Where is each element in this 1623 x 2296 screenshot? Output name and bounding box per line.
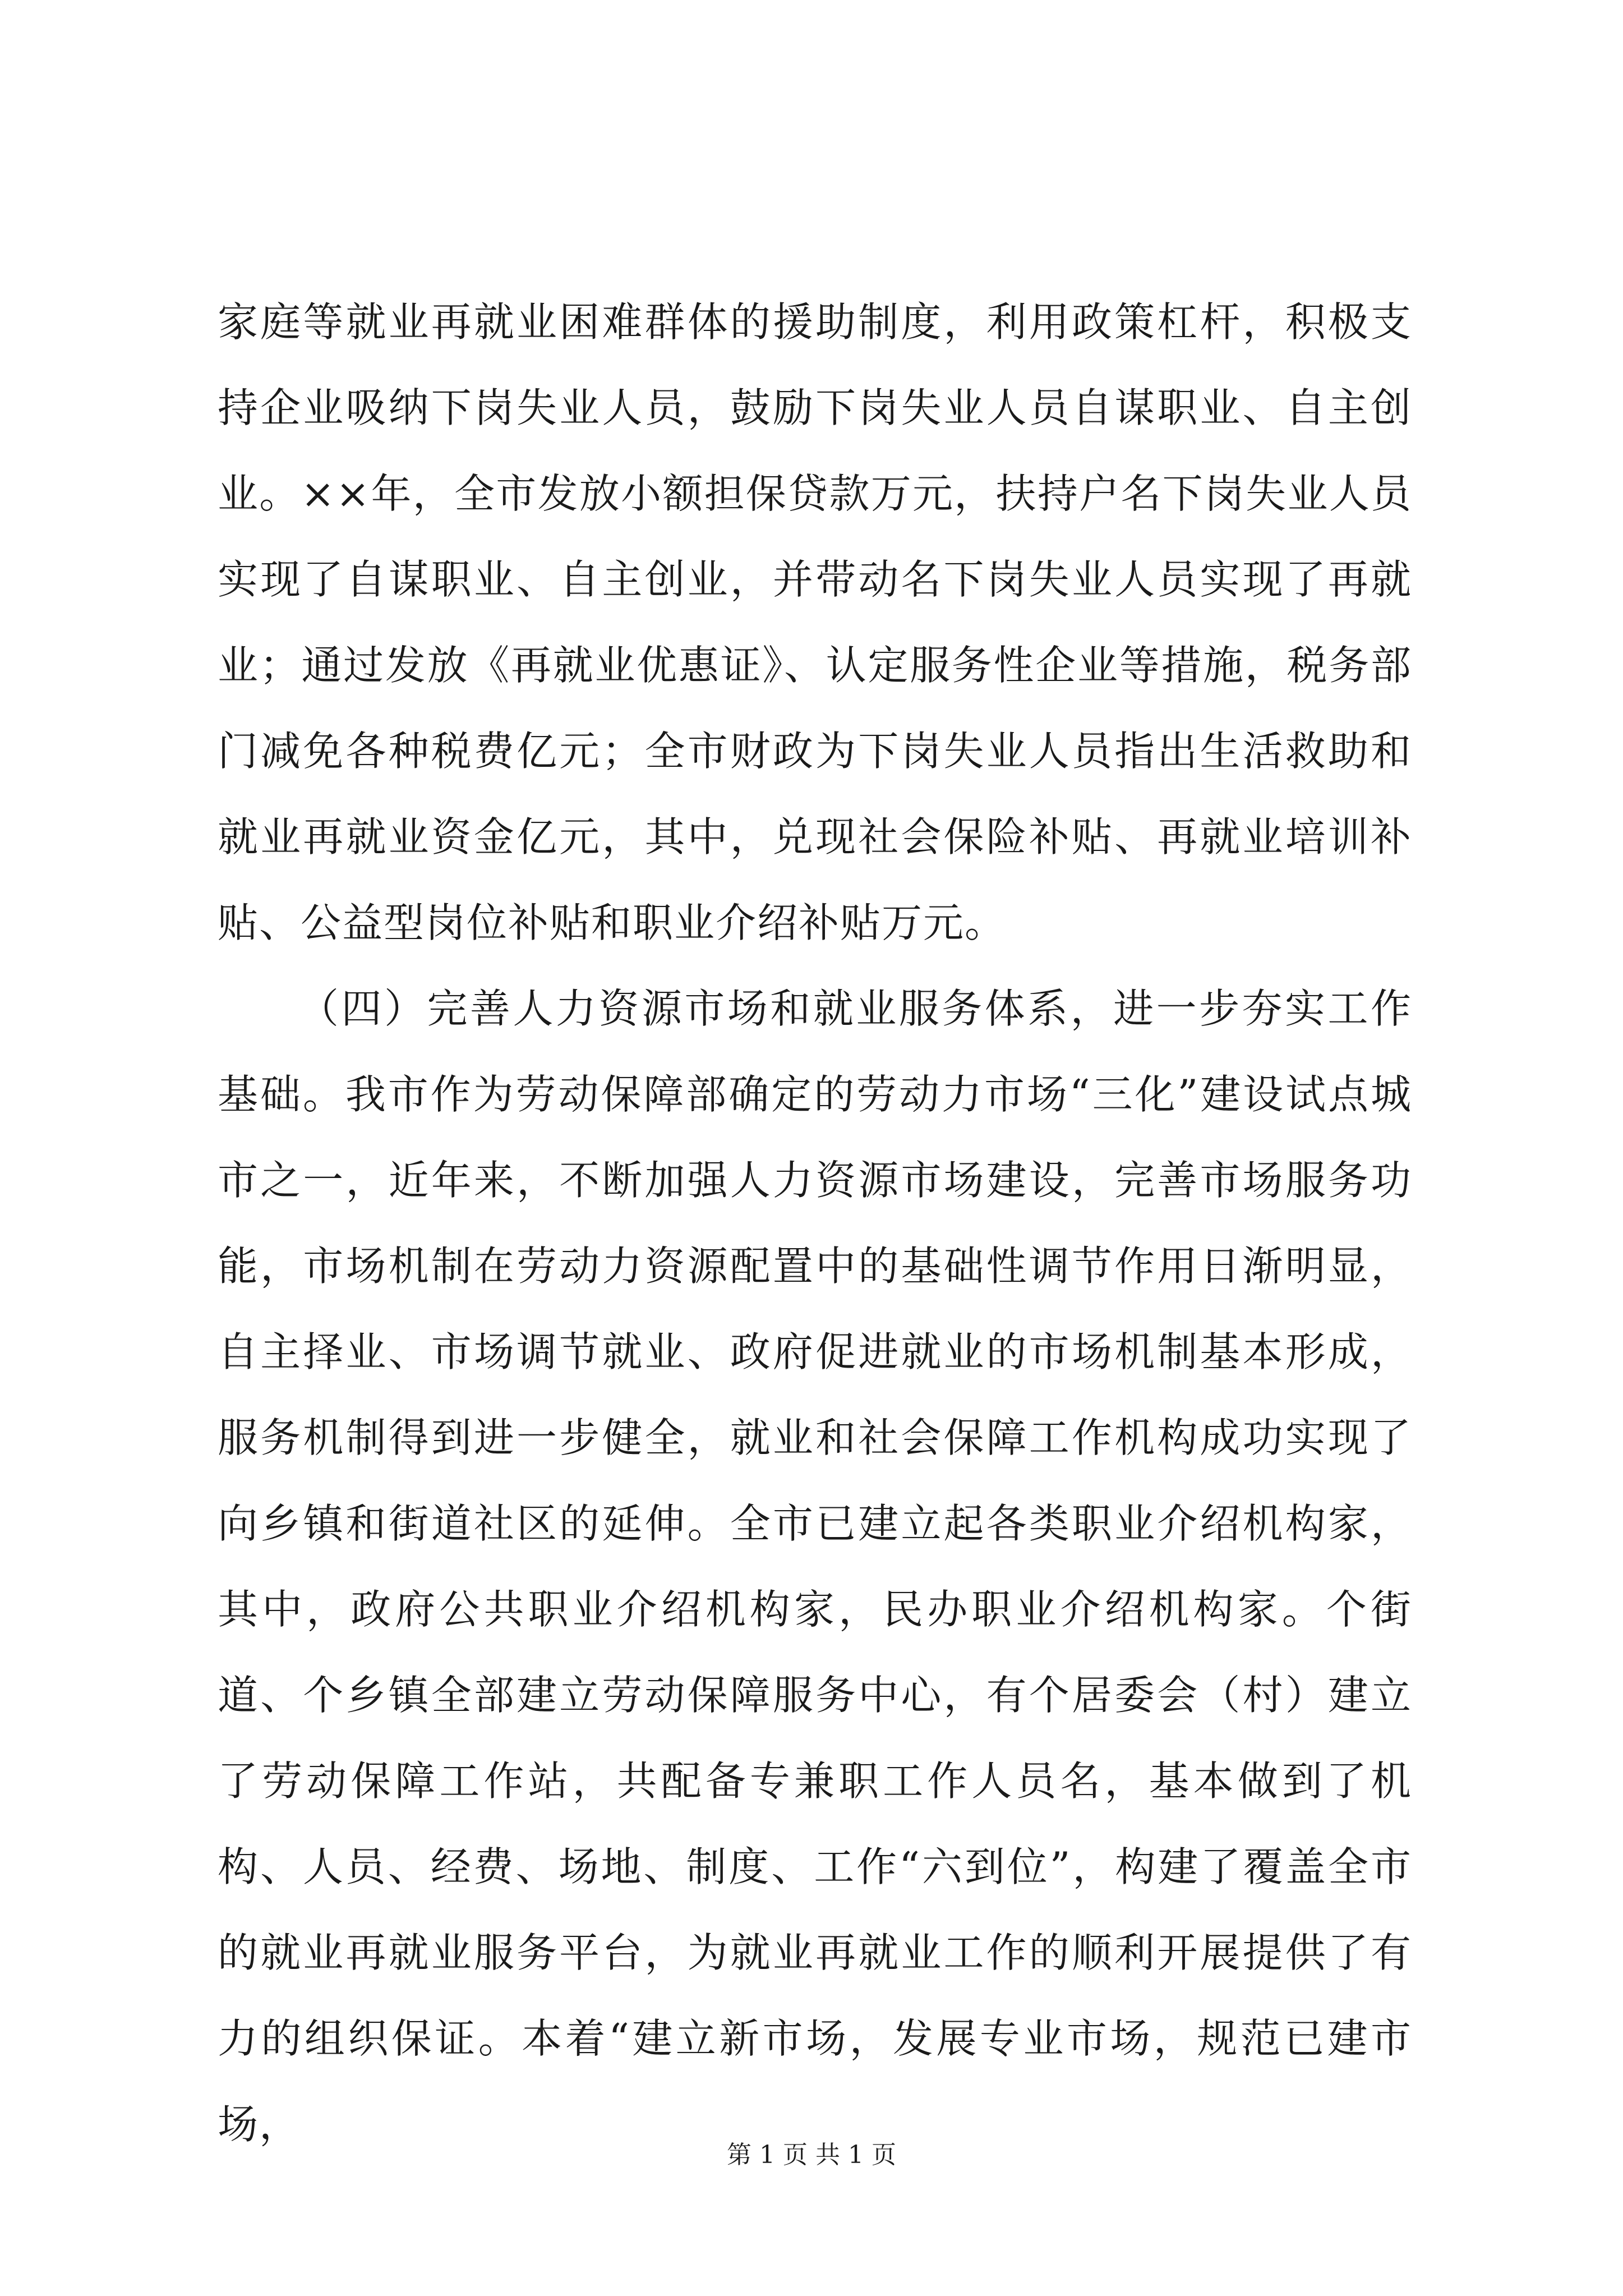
- paragraph-section-four: （四）完善人力资源市场和就业服务体系，进一步夯实工作基础。我市作为劳动保障部确定的劳动力市场“三化”建设试点城市之一，近年来，不断加强人力资源市场建设，完善市场服务功能，市场机制在劳动力资源配置中的基础性调节作用日渐明显，自主择业、市场调节就业、政府促进就业的市场机制基本形成，服务机制得到进一步健全，就业和社会保障工作机构成功实现了向乡镇和街道社区的延伸。全市已建立起各类职业介绍机构家，其中，政府公共职业介绍机构家，民办职业介绍机构家。个街道、个乡镇全部建立劳动保障服务中心，有个居委会（村）建立了劳动保障工作站，共配备专兼职工作人员名，基本做到了机构、人员、经费、场地、制度、工作“六到位”，构建了覆盖全市的就业再就业服务平台，为就业再就业工作的顺利开展提供了有力的组织保证。本着“建立新市场，发展专业市场，规范已建市场，: [218, 985, 1412, 2148]
- document-body: [218, 279, 1412, 2168]
- paragraph-continuation: 家庭等就业再就业困难群体的援助制度，利用政策杠杆，积极支持企业吸纳下岗失业人员，鼓励下岗失业人员自谋职业、自主创业。××年，全市发放小额担保贷款万元，扶持户名下岗失业人员实现了自谋职业、自主创业，并带动名下岗失业人员实现了再就业；通过发放《再就业优惠证》、认定服务性企业等措施，税务部门减免各种税费亿元；全市财政为下岗失业人员指出生活救助和就业再就业资金亿元，其中，兑现社会保险补贴、再就业培训补贴、公益型岗位补贴和职业介绍补贴万元。: [218, 298, 1412, 946]
- page-number-footer: 第 1 页 共 1 页: [727, 2141, 896, 2169]
